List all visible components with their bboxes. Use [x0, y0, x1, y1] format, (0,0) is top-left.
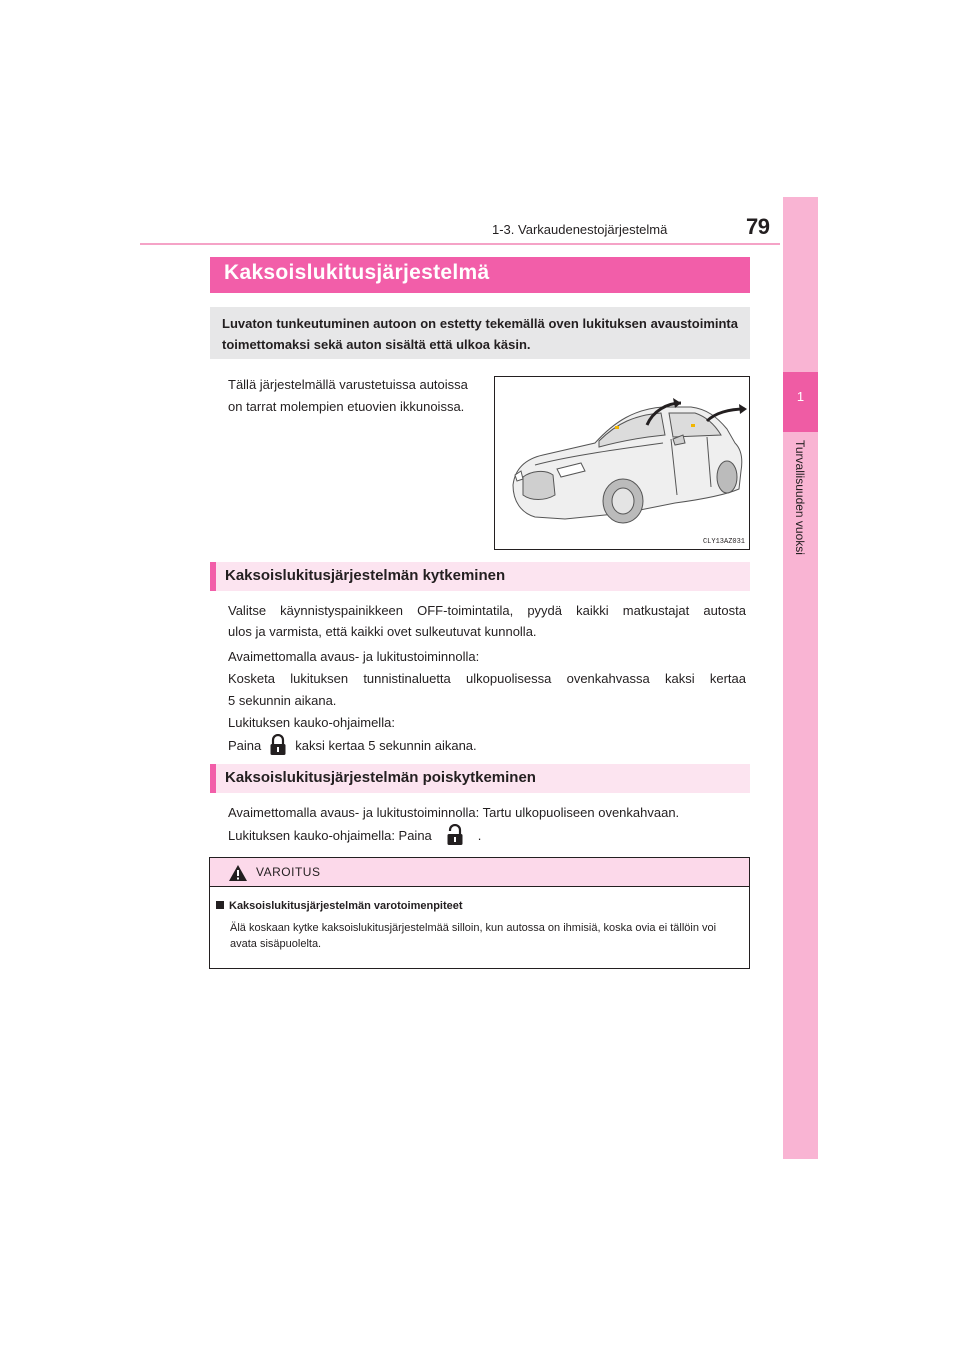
car-drawing — [495, 377, 749, 549]
subsection-activate-title: Kaksoislukitusjärjestelmän kytkeminen — [225, 567, 506, 584]
body-text-line-1: Tällä järjestelmällä varustetuissa autoissa — [228, 377, 468, 392]
press-suffix: kaksi kertaa 5 sekunnin aikana. — [295, 737, 477, 753]
deactivate-line2-suffix: . — [477, 827, 482, 843]
chapter-title: Turvallisuuden vuoksi — [793, 440, 807, 555]
activate-p1-line2: ulos ja varmista, että kaikki ovet sulkeutuvat kunnolla. — [228, 624, 537, 639]
subsection-stripe — [210, 764, 216, 793]
intro-box: Luvaton tunkeutuminen autoon on estetty tekemällä oven lukituksen avaustoiminta toimettomaksi sekä auton sisältä että ulkoa käsin. — [210, 307, 750, 359]
activate-p2-line4: Lukituksen kauko-ohjaimella: — [228, 715, 395, 730]
deactivate-line1: Avaimettomalla avaus- ja lukitustoiminnolla: Tartu ulkopuoliseen ovenkahvaan. — [228, 805, 680, 820]
activate-press-line — [228, 734, 477, 756]
subsection-activate-bar — [210, 562, 750, 591]
header-rule — [140, 243, 780, 245]
activate-p2-line1: Avaimettomalla avaus- ja lukitustoiminnolla: — [228, 649, 480, 664]
lock-icon — [269, 734, 287, 756]
bullet-square-icon — [216, 901, 224, 909]
body-text-line-2: on tarrat molempien etuovien ikkunoissa. — [228, 399, 465, 414]
subsection-deactivate-bar — [210, 764, 750, 793]
subsection-deactivate-title: Kaksoislukitusjärjestelmän poiskytkeminen — [225, 769, 536, 786]
deactivate-line2-prefix: Lukituksen kauko-ohjaimella: Paina — [228, 827, 432, 843]
deactivate-line2 — [228, 824, 481, 846]
unlock-icon — [446, 824, 464, 846]
section-title-bar — [210, 257, 750, 293]
running-head: 1-3. Varkaudenestojärjestelmä — [492, 222, 668, 237]
warning-header — [210, 858, 749, 887]
car-illustration — [494, 376, 750, 550]
section-title: Kaksoislukitusjärjestelmä — [224, 261, 490, 284]
warning-label: VAROITUS — [256, 865, 321, 879]
chapter-side-tab — [783, 197, 818, 1159]
warning-text: Älä koskaan kytke kaksoislukitusjärjestelmää silloin, kun autossa on ihmisiä, koska ovia ei tällöin voi avata sisäpuolelta. — [230, 922, 717, 950]
figure-code: CLY13AZ031 — [702, 538, 745, 546]
warning-triangle-icon — [228, 864, 248, 882]
activate-p1-line1: Valitse käynnistyspainikkeen OFF-toimintatila, pyydä kaikki matkustajat autosta — [228, 603, 746, 618]
chapter-number: 1 — [796, 389, 805, 404]
warning-title — [216, 900, 463, 912]
subsection-stripe — [210, 562, 216, 591]
activate-p2-line2: Kosketa lukituksen tunnistinaluetta ulkopuolisessa ovenkahvassa kaksi kertaa — [228, 671, 746, 686]
activate-p2-line3: 5 sekunnin aikana. — [228, 693, 337, 708]
warning-title-text: Kaksoislukitusjärjestelmän varotoimenpiteet — [229, 900, 463, 912]
press-prefix: Paina — [228, 737, 262, 753]
page-number: 79 — [746, 214, 770, 239]
warning-box — [209, 857, 750, 969]
